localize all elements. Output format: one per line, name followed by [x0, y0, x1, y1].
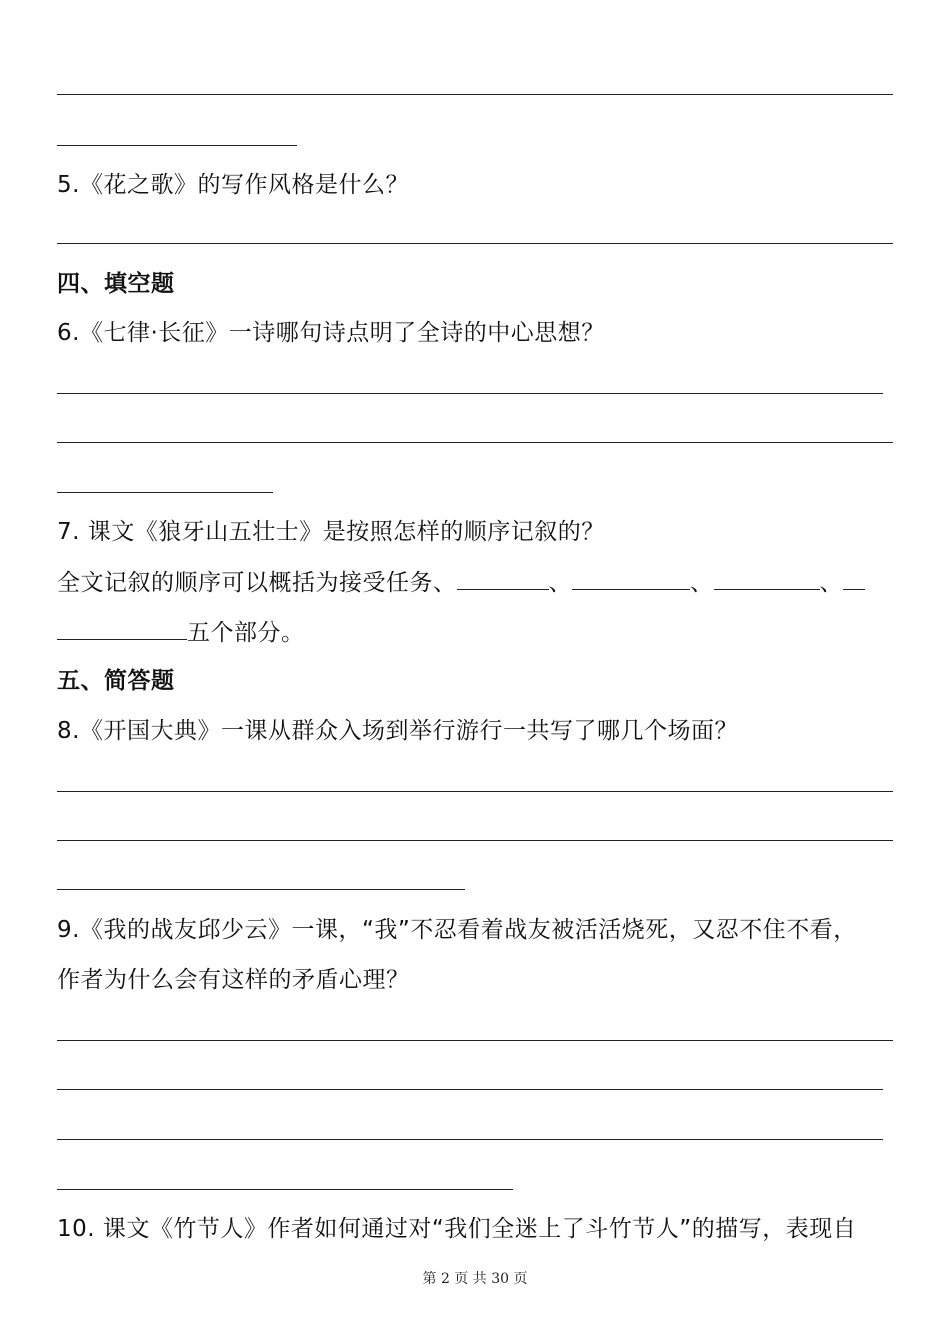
question-9-line-2: 作者为什么会有这样的矛盾心理？: [57, 967, 410, 993]
question-5: 5.《花之歌》的写作风格是什么？: [57, 172, 409, 198]
fill-blank-4-start[interactable]: [843, 567, 865, 590]
page-number: 第 2 页 共 30 页: [422, 1271, 528, 1287]
fill-suffix: 五个部分。: [187, 620, 305, 646]
fill-blank-3[interactable]: [714, 567, 820, 590]
fill-separator: 、: [690, 570, 714, 596]
section-heading-fill-in: 四、填空题: [57, 271, 175, 297]
question-9-line-1: 9.《我的战友邱少云》一课，“我”不忍看着战友被活活烧死，又忍不住不看，: [57, 917, 857, 943]
question-10: 10. 课文《竹节人》作者如何通过对“我们全迷上了斗竹节人”的描写，表现自: [57, 1216, 857, 1242]
answer-line: [57, 94, 893, 95]
question-8: 8.《开国大典》一课从群众入场到举行游行一共写了哪几个场面？: [57, 718, 738, 744]
answer-line: [57, 492, 273, 493]
answer-line: [57, 1089, 883, 1090]
answer-line: [57, 1040, 893, 1041]
fill-prefix: 全文记叙的顺序可以概括为接受任务、: [57, 570, 457, 596]
fill-separator: 、: [548, 570, 572, 596]
answer-line: [57, 393, 883, 394]
fill-blank-4-end[interactable]: [57, 617, 187, 640]
answer-line: [57, 243, 893, 244]
section-heading-short-answer: 五、简答题: [57, 668, 175, 694]
question-7: 7. 课文《狼牙山五壮士》是按照怎样的顺序记叙的？: [57, 519, 605, 545]
question-7-fill-line-2: [57, 617, 305, 648]
answer-line: [57, 442, 893, 443]
question-7-fill-line: [57, 567, 865, 598]
answer-line: [57, 1139, 883, 1140]
answer-line: [57, 889, 465, 890]
question-6: 6.《七律·长征》一诗哪句诗点明了全诗的中心思想？: [57, 320, 605, 346]
answer-line: [57, 145, 297, 146]
answer-line: [57, 1189, 513, 1190]
answer-line: [57, 791, 893, 792]
fill-blank-1[interactable]: [457, 567, 549, 590]
fill-blank-2[interactable]: [572, 567, 690, 590]
fill-separator: 、: [819, 570, 843, 596]
answer-line: [57, 840, 893, 841]
